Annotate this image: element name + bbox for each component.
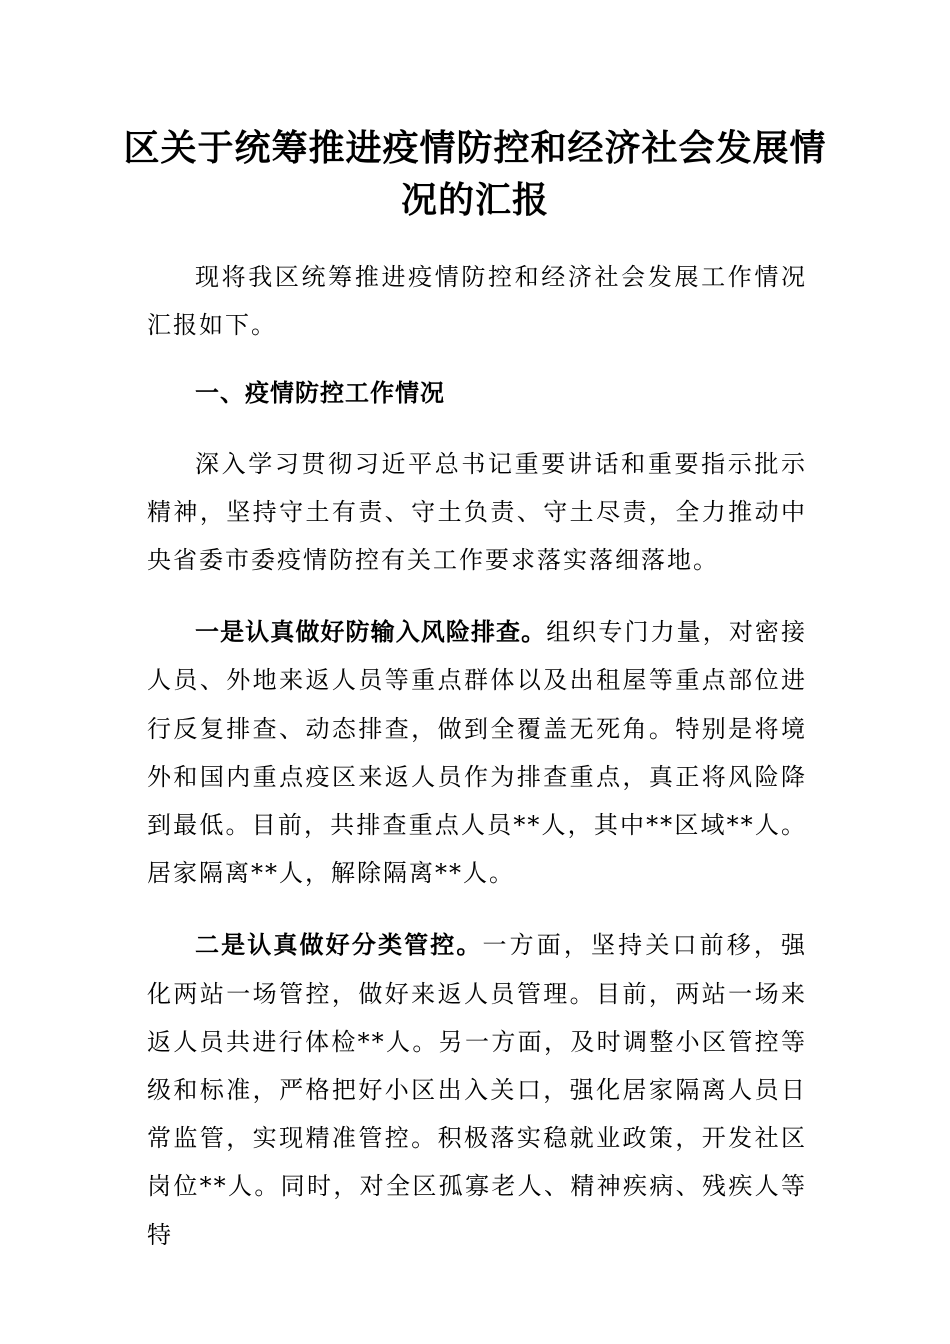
item1-paragraph — [147, 608, 807, 897]
intro-paragraph: 现将我区统筹推进疫情防控和经济社会发展工作情况汇报如下。 — [147, 263, 807, 340]
section-intro-paragraph: 深入学习贯彻习近平总书记重要讲话和重要指示批示精神，坚持守土有责、守土负责、守土尽责，全力推动中央省委市委疫情防控有关工作要求落实落细落地。 — [147, 449, 807, 575]
item1-text: 组织专门力量，对密接人员、外地来返人员等重点群体以及出租屋等重点部位进行反复排查、动态排查，做到全覆盖无死角。特别是将境外和国内重点疫区来返人员作为排查重点，真正将风险降到最低。目前，共排查重点人员**人，其中**区域**人。居家隔离**人，解除隔离**人。 — [147, 618, 808, 888]
item2-text: 一方面，坚持关口前移，强化两站一场管控，做好来返人员管理。目前，两站一场来返人员共进行体检**人。另一方面，及时调整小区管控等级和标准，严格把好小区出入关口，强化居家隔离人员日常监管，实现精准管控。积极落实稳就业政策，开发社区岗位**人。同时，对全区孤寡老人、精神疾病、残疾人等特 — [147, 931, 807, 1249]
item1-lead: 一是认真做好防输入风险排查。 — [195, 618, 547, 647]
item2-lead: 二是认真做好分类管控。 — [195, 931, 483, 960]
item2-paragraph — [147, 921, 807, 1258]
document-title: 区关于统筹推进疫情防控和经济社会发展情况的汇报 — [123, 127, 827, 221]
document-body — [147, 253, 807, 1259]
section-heading: 一、疫情防控工作情况 — [195, 379, 445, 408]
